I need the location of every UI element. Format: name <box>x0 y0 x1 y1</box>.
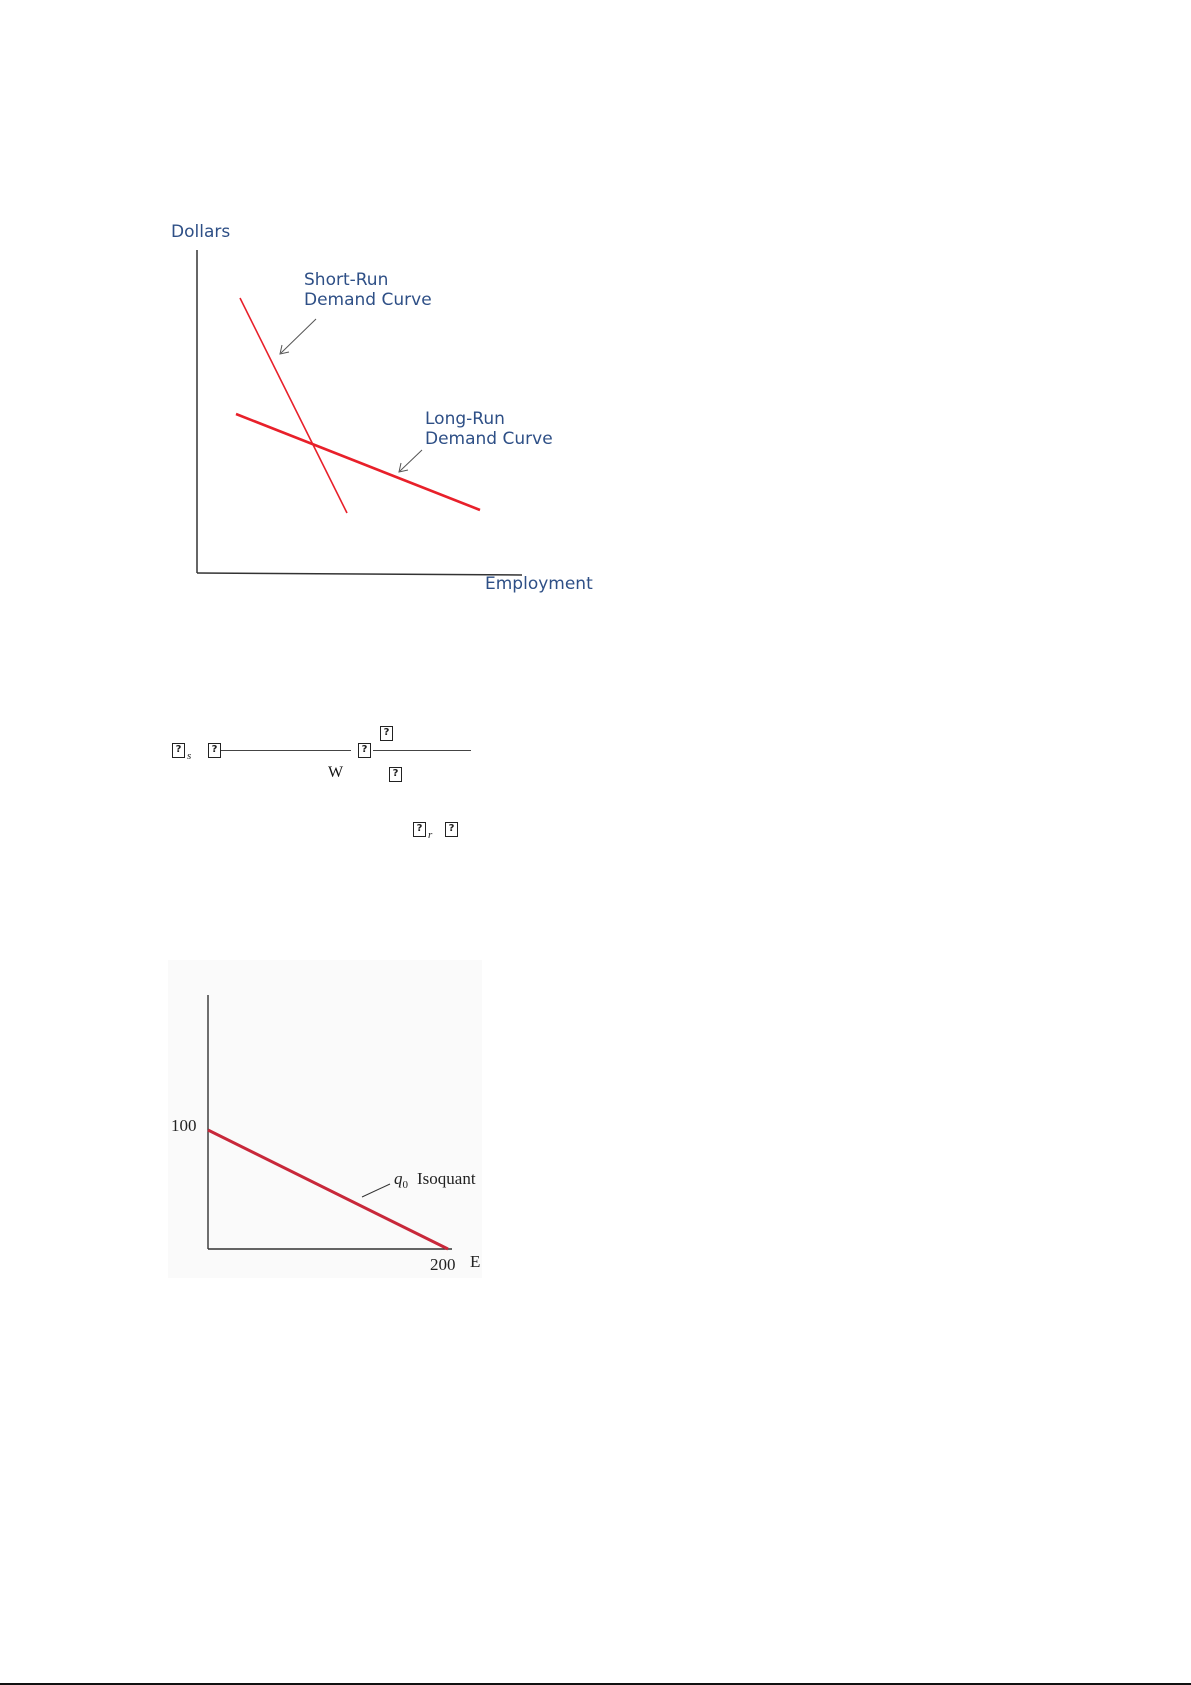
isoquant-subscript: 0 <box>402 1179 408 1191</box>
short-run-pointer-arrow <box>280 319 316 354</box>
fraction-bar-1 <box>221 750 351 751</box>
formula-glyph: ? <box>413 822 426 837</box>
isoquant-chart <box>168 960 482 1278</box>
short-run-demand-curve <box>240 298 347 513</box>
formula-glyph: ? <box>172 743 185 758</box>
x-tick-200: 200 <box>430 1255 456 1274</box>
long-run-label-line1: Long-Run <box>425 409 505 429</box>
y-axis-label: Dollars <box>171 222 231 242</box>
isoquant-pointer <box>362 1184 390 1197</box>
long-run-label-line2: Demand Curve <box>425 429 553 449</box>
isoquant-figure <box>168 960 482 1278</box>
isoquant-label-text: Isoquant <box>417 1169 476 1188</box>
formula-subscript-s: s <box>187 750 192 762</box>
formula-glyph: ? <box>445 822 458 837</box>
x-axis-label: Employment <box>485 574 593 594</box>
labor-demand-figure <box>160 222 640 640</box>
formula-glyph: ? <box>358 743 371 758</box>
formula-glyph: ? <box>208 743 221 758</box>
y-tick-100: 100 <box>171 1116 197 1135</box>
short-run-label-line2: Demand Curve <box>304 290 432 310</box>
formula-glyph: ? <box>380 726 393 741</box>
formula-subscript-r: r <box>428 829 433 841</box>
x-axis-label-partial: E <box>470 1252 481 1271</box>
isoquant-line <box>208 1130 448 1249</box>
formula-glyph: ? <box>389 767 402 782</box>
isoquant-label-q <box>394 1169 408 1189</box>
long-run-pointer-arrow <box>399 450 422 472</box>
x-axis <box>197 573 522 575</box>
fraction-bar-2 <box>373 750 471 751</box>
formula-w: W <box>328 764 344 781</box>
isoquant-q: q <box>394 1169 403 1188</box>
short-run-label-line1: Short-Run <box>304 270 389 290</box>
